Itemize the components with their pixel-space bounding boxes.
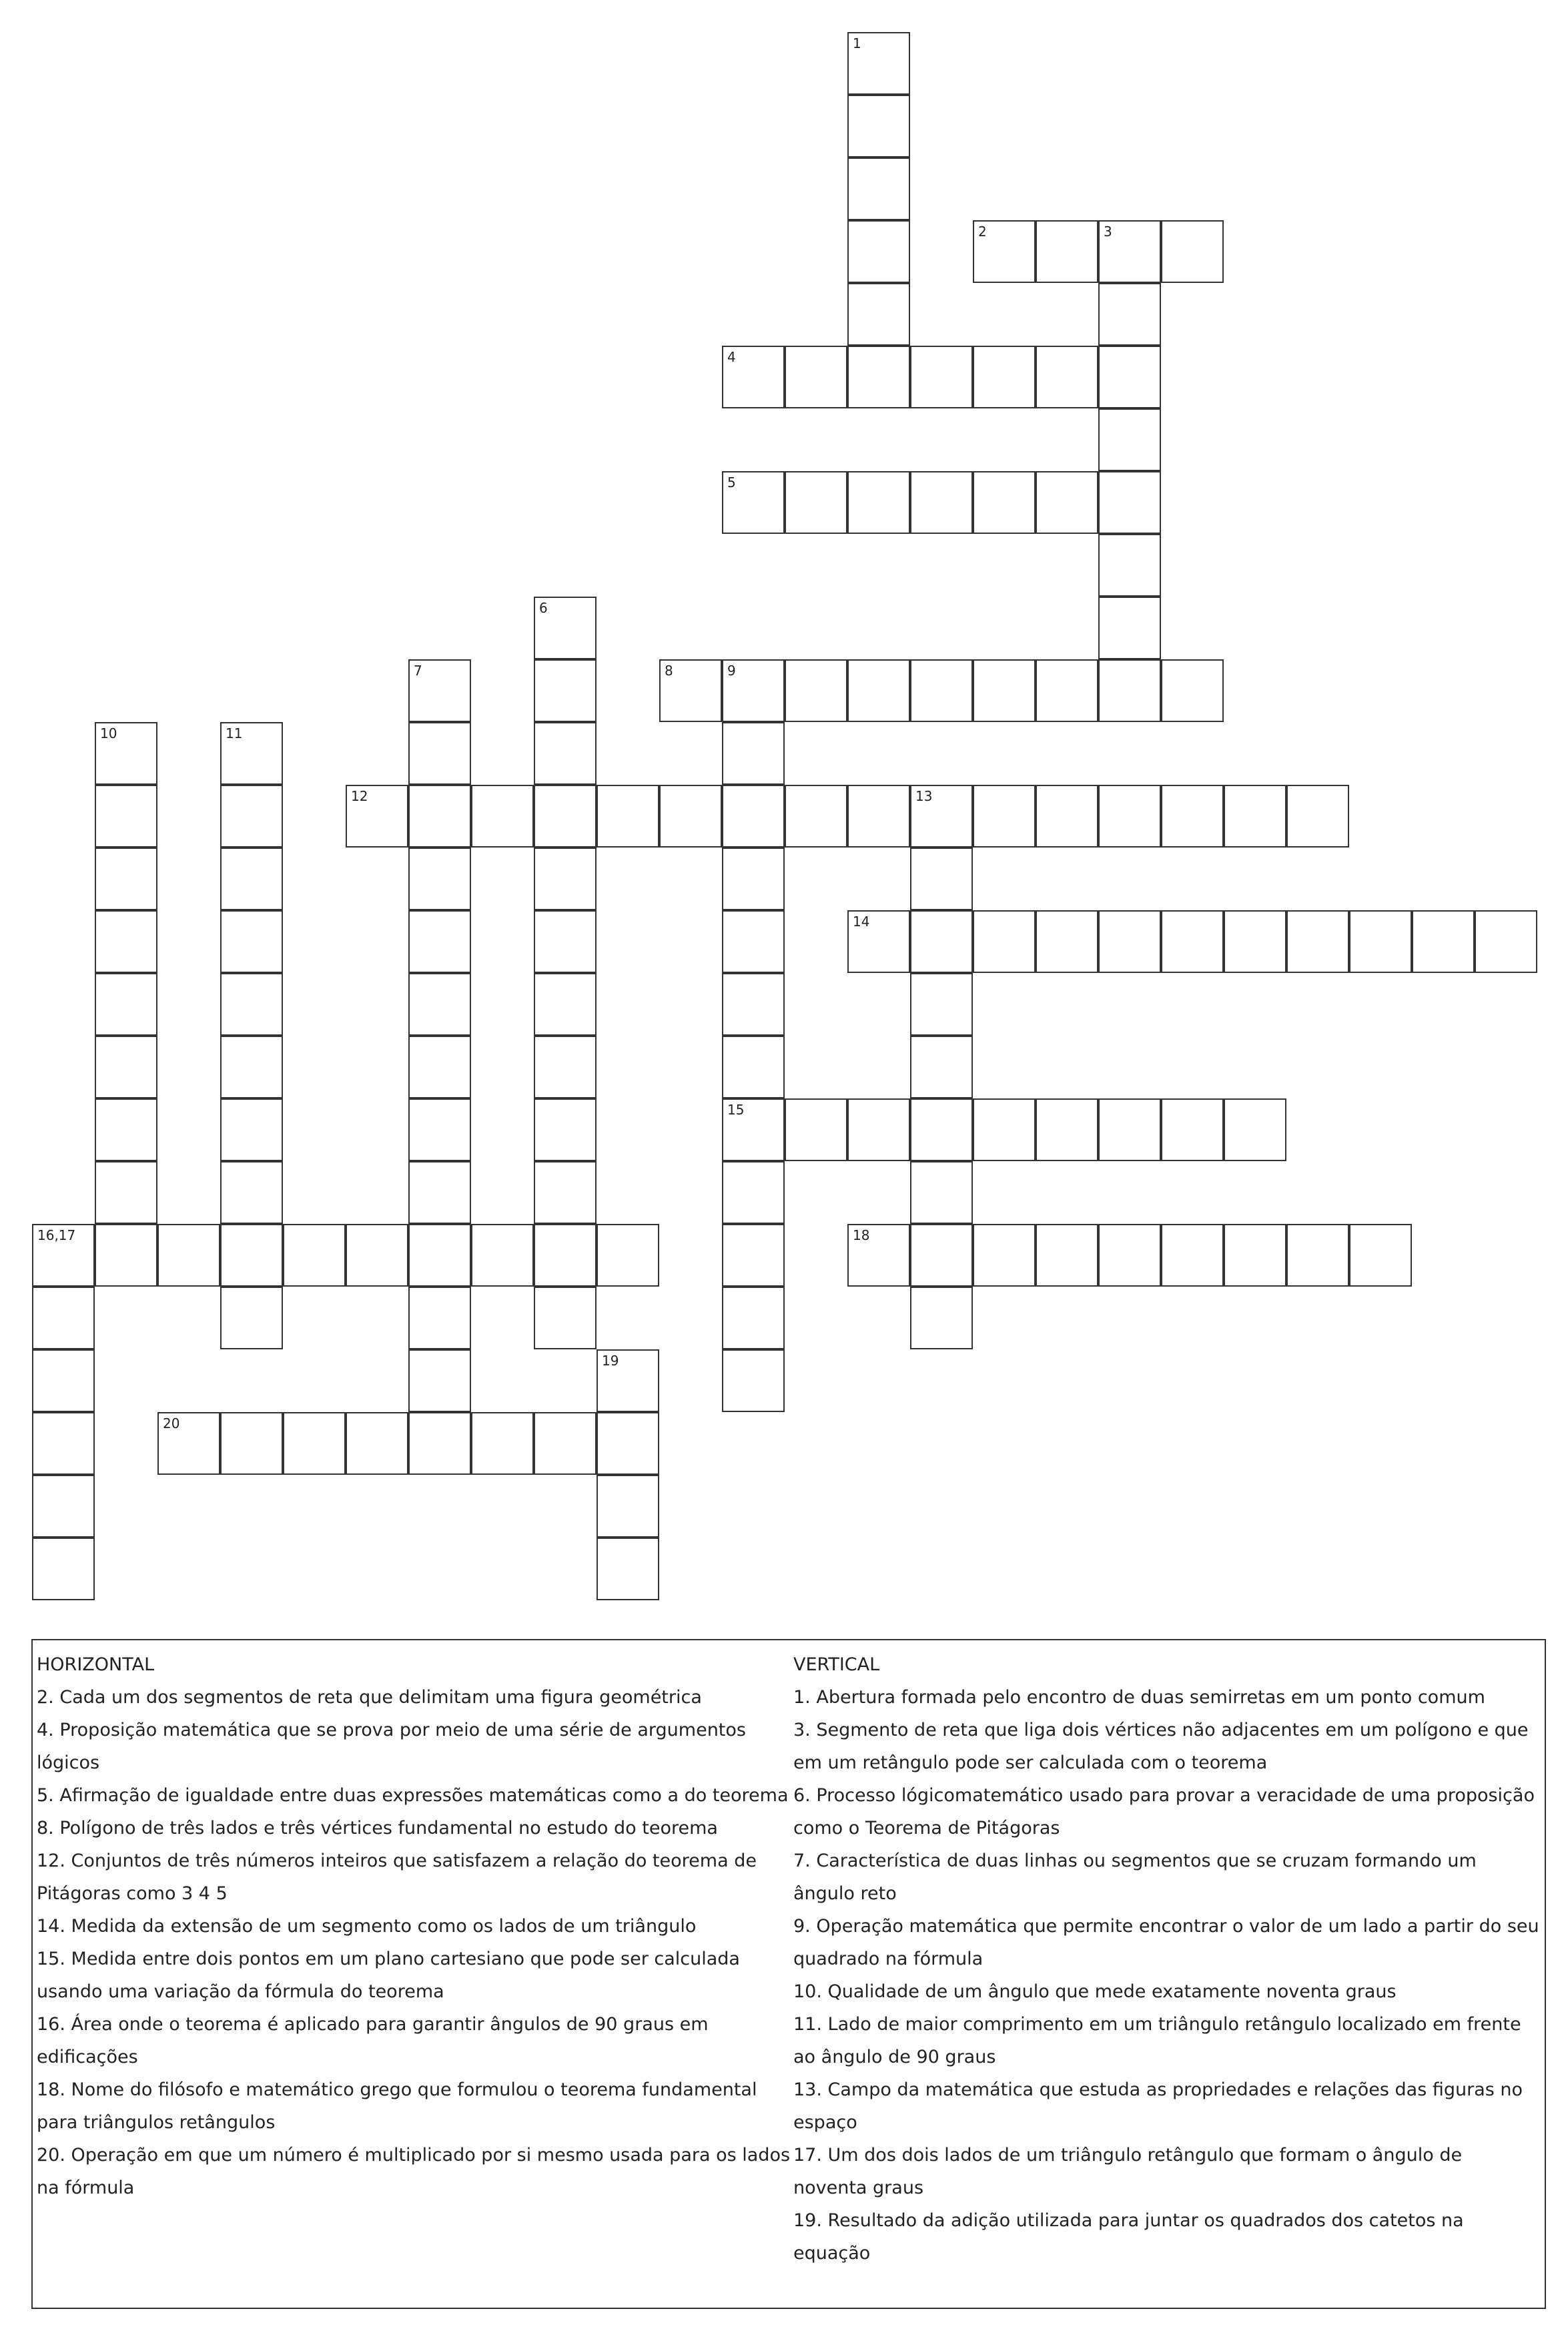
crossword-cell[interactable] bbox=[1098, 1098, 1161, 1161]
crossword-cell[interactable] bbox=[1098, 283, 1161, 346]
crossword-cell[interactable] bbox=[95, 973, 157, 1036]
crossword-cell[interactable] bbox=[597, 1538, 659, 1600]
clue-number-label: 7 bbox=[414, 663, 422, 679]
crossword-cell[interactable] bbox=[408, 1036, 471, 1098]
crossword-cell[interactable] bbox=[1224, 1098, 1286, 1161]
clue-number-label: 1 bbox=[853, 35, 861, 51]
crossword-cell[interactable] bbox=[597, 1224, 659, 1287]
clue-across-20: 20. Operação em que um número é multiplicado por si mesmo usada para os lados na fórmula bbox=[37, 2145, 791, 2198]
crossword-cell[interactable] bbox=[1161, 785, 1224, 848]
clues-panel bbox=[31, 1639, 1546, 2309]
crossword-cell-10[interactable] bbox=[95, 722, 157, 785]
crossword-cell[interactable] bbox=[408, 1349, 471, 1412]
crossword-cell[interactable] bbox=[220, 1224, 283, 1287]
crossword-cell[interactable] bbox=[1098, 534, 1161, 597]
crossword-cell[interactable] bbox=[534, 659, 597, 722]
clue-across-18: 18. Nome do filósofo e matemático grego que formulou o teorema fundamental para triângulos retângulos bbox=[37, 2079, 757, 2133]
crossword-cell[interactable] bbox=[220, 973, 283, 1036]
clue-down-9: 9. Operação matemática que permite encontrar o valor de um lado a partir do seu quadrado na fórmula bbox=[793, 1916, 1539, 1969]
crossword-cell[interactable] bbox=[95, 1098, 157, 1161]
crossword-cell[interactable] bbox=[346, 1412, 408, 1475]
crossword-cell[interactable] bbox=[973, 785, 1036, 848]
crossword-cell[interactable] bbox=[722, 1161, 785, 1224]
crossword-cell[interactable] bbox=[408, 722, 471, 785]
crossword-cell-19[interactable] bbox=[597, 1349, 659, 1412]
crossword-cell[interactable] bbox=[1036, 910, 1098, 973]
crossword-cell[interactable] bbox=[32, 1538, 95, 1600]
crossword-cell[interactable] bbox=[1098, 785, 1161, 848]
crossword-cell[interactable] bbox=[1161, 1098, 1224, 1161]
crossword-cell[interactable] bbox=[220, 785, 283, 848]
clue-number-label: 20 bbox=[163, 1415, 180, 1431]
horizontal-heading: HORIZONTAL bbox=[37, 1654, 155, 1675]
horizontal-clues bbox=[37, 1648, 797, 2204]
crossword-cell[interactable] bbox=[722, 722, 785, 785]
crossword-cell[interactable] bbox=[1161, 1224, 1224, 1287]
crossword-cell[interactable] bbox=[722, 785, 785, 848]
crossword-cell[interactable] bbox=[534, 1412, 597, 1475]
clue-number-label: 12 bbox=[351, 788, 368, 804]
crossword-cell[interactable] bbox=[95, 1036, 157, 1098]
clue-across-14: 14. Medida da extensão de um segmento como os lados de um triângulo bbox=[37, 1916, 697, 1937]
crossword-cell[interactable] bbox=[283, 1412, 346, 1475]
crossword-cell[interactable] bbox=[1098, 659, 1161, 722]
crossword-cell[interactable] bbox=[408, 1161, 471, 1224]
clue-across-15: 15. Medida entre dois pontos em um plano cartesiano que pode ser calculada usando uma variação da fórmula do teorema bbox=[37, 1949, 740, 2002]
clue-number-label: 4 bbox=[727, 349, 736, 365]
crossword-cell[interactable] bbox=[1224, 910, 1286, 973]
clue-down-17: 17. Um dos dois lados de um triângulo retângulo que formam o ângulo de noventa graus bbox=[793, 2145, 1463, 2198]
clue-down-11: 11. Lado de maior comprimento em um triângulo retângulo localizado em frente ao ângulo de 90 graus bbox=[793, 2014, 1521, 2067]
clue-across-4: 4. Proposição matemática que se prova por meio de uma série de argumentos lógicos bbox=[37, 1720, 746, 1773]
crossword-cell[interactable] bbox=[32, 1349, 95, 1412]
crossword-cell-1[interactable] bbox=[847, 32, 910, 95]
crossword-cell[interactable] bbox=[1098, 597, 1161, 659]
crossword-cell[interactable] bbox=[408, 1412, 471, 1475]
crossword-cell[interactable] bbox=[1098, 408, 1161, 471]
crossword-cell[interactable] bbox=[1036, 659, 1098, 722]
crossword-cell[interactable] bbox=[722, 1036, 785, 1098]
crossword-cell[interactable] bbox=[408, 1224, 471, 1287]
clue-number-label: 13 bbox=[915, 788, 933, 804]
crossword-cell[interactable] bbox=[1098, 910, 1161, 973]
crossword-cell[interactable] bbox=[1349, 1224, 1412, 1287]
crossword-cell-12[interactable] bbox=[346, 785, 408, 848]
crossword-cell-9[interactable] bbox=[722, 659, 785, 722]
crossword-cell[interactable] bbox=[534, 1098, 597, 1161]
clue-across-8: 8. Polígono de três lados e três vértices fundamental no estudo do teorema bbox=[37, 1818, 718, 1839]
clue-number-label: 16,17 bbox=[37, 1227, 76, 1243]
crossword-cell-20[interactable] bbox=[157, 1412, 220, 1475]
clue-down-10: 10. Qualidade de um ângulo que mede exatamente noventa graus bbox=[793, 1981, 1397, 2002]
crossword-cell[interactable] bbox=[346, 1224, 408, 1287]
crossword-cell[interactable] bbox=[534, 1287, 597, 1349]
crossword-cell[interactable] bbox=[220, 1036, 283, 1098]
crossword-cell-18[interactable] bbox=[847, 1224, 910, 1287]
crossword-cell[interactable] bbox=[220, 848, 283, 910]
crossword-cell[interactable] bbox=[847, 346, 910, 408]
crossword-cell[interactable] bbox=[157, 1224, 220, 1287]
crossword-cell[interactable] bbox=[722, 973, 785, 1036]
clue-down-3: 3. Segmento de reta que liga dois vértices não adjacentes em um polígono e que em um retângulo pode ser calculada com o teorema bbox=[793, 1720, 1529, 1773]
crossword-cell[interactable] bbox=[220, 1098, 283, 1161]
crossword-cell[interactable] bbox=[1224, 1224, 1286, 1287]
crossword-cell[interactable] bbox=[910, 1161, 973, 1224]
clue-down-19: 19. Resultado da adição utilizada para juntar os quadrados dos catetos na equação bbox=[793, 2210, 1464, 2264]
clue-number-label: 14 bbox=[853, 914, 870, 930]
crossword-cell[interactable] bbox=[1349, 910, 1412, 973]
crossword-cell[interactable] bbox=[847, 471, 910, 534]
crossword-cell[interactable] bbox=[95, 785, 157, 848]
crossword-cell[interactable] bbox=[910, 848, 973, 910]
clue-number-label: 19 bbox=[602, 1353, 619, 1369]
crossword-cell-13[interactable] bbox=[910, 785, 973, 848]
crossword-cell[interactable] bbox=[722, 848, 785, 910]
crossword-cell[interactable] bbox=[910, 659, 973, 722]
crossword-cell[interactable] bbox=[910, 1098, 973, 1161]
clue-across-2: 2. Cada um dos segmentos de reta que delimitam uma figura geométrica bbox=[37, 1687, 702, 1708]
crossword-cell[interactable] bbox=[722, 910, 785, 973]
crossword-cell[interactable] bbox=[32, 1412, 95, 1475]
crossword-cell[interactable] bbox=[847, 1098, 910, 1161]
crossword-cell[interactable] bbox=[408, 785, 471, 848]
crossword-cell[interactable] bbox=[722, 1224, 785, 1287]
crossword-cell[interactable] bbox=[1161, 220, 1224, 283]
crossword-cell[interactable] bbox=[283, 1224, 346, 1287]
crossword-cell[interactable] bbox=[220, 910, 283, 973]
crossword-cell[interactable] bbox=[973, 1224, 1036, 1287]
crossword-cell[interactable] bbox=[847, 785, 910, 848]
crossword-cell[interactable] bbox=[910, 471, 973, 534]
crossword-cell-3[interactable] bbox=[1098, 220, 1161, 283]
crossword-cell[interactable] bbox=[910, 1224, 973, 1287]
crossword-cell-6[interactable] bbox=[534, 597, 597, 659]
crossword-cell[interactable] bbox=[910, 346, 973, 408]
crossword-cell[interactable] bbox=[973, 1098, 1036, 1161]
crossword-cell[interactable] bbox=[534, 1224, 597, 1287]
crossword-cell[interactable] bbox=[534, 848, 597, 910]
crossword-cell[interactable] bbox=[534, 1036, 597, 1098]
crossword-cell[interactable] bbox=[1286, 785, 1349, 848]
crossword-cell[interactable] bbox=[408, 1287, 471, 1349]
clue-number-label: 6 bbox=[539, 600, 548, 616]
crossword-cell[interactable] bbox=[220, 1161, 283, 1224]
crossword-cell[interactable] bbox=[1036, 1098, 1098, 1161]
crossword-cell[interactable] bbox=[847, 659, 910, 722]
clue-number-label: 8 bbox=[665, 663, 673, 679]
crossword-cell[interactable] bbox=[408, 973, 471, 1036]
crossword-cell[interactable] bbox=[1098, 346, 1161, 408]
crossword-cell[interactable] bbox=[95, 910, 157, 973]
crossword-cell[interactable] bbox=[1286, 910, 1349, 973]
crossword-cell[interactable] bbox=[910, 973, 973, 1036]
crossword-cell[interactable] bbox=[910, 1036, 973, 1098]
clue-down-7: 7. Característica de duas linhas ou segmentos que se cruzam formando um ângulo reto bbox=[793, 1851, 1477, 1904]
crossword-cell-5[interactable] bbox=[722, 471, 785, 534]
crossword-cell[interactable] bbox=[1412, 910, 1475, 973]
clue-across-12: 12. Conjuntos de três números inteiros que satisfazem a relação do teorema de Pitágoras como 3 4 5 bbox=[37, 1851, 757, 1904]
crossword-cell[interactable] bbox=[1036, 220, 1098, 283]
clue-number-label: 9 bbox=[727, 663, 736, 679]
crossword-cell[interactable] bbox=[1224, 785, 1286, 848]
crossword-cell[interactable] bbox=[785, 785, 847, 848]
crossword-cell[interactable] bbox=[722, 1349, 785, 1412]
clue-number-label: 5 bbox=[727, 474, 736, 490]
crossword-cell[interactable] bbox=[910, 1287, 973, 1349]
crossword-cell-4[interactable] bbox=[722, 346, 785, 408]
clue-down-1: 1. Abertura formada pelo encontro de duas semirretas em um ponto comum bbox=[793, 1687, 1485, 1708]
crossword-cell[interactable] bbox=[1161, 659, 1224, 722]
clue-down-13: 13. Campo da matemática que estuda as propriedades e relações das figuras no espaço bbox=[793, 2079, 1523, 2133]
clue-number-label: 11 bbox=[226, 725, 243, 741]
crossword-cell-16-17[interactable] bbox=[32, 1224, 95, 1287]
crossword-cell[interactable] bbox=[471, 1412, 534, 1475]
clue-number-label: 10 bbox=[100, 725, 117, 741]
crossword-cell[interactable] bbox=[32, 1475, 95, 1538]
crossword-cell[interactable] bbox=[408, 848, 471, 910]
crossword-cell[interactable] bbox=[847, 95, 910, 157]
crossword-cell[interactable] bbox=[973, 471, 1036, 534]
crossword-cell[interactable] bbox=[597, 1475, 659, 1538]
crossword-cell[interactable] bbox=[847, 157, 910, 220]
clue-down-6: 6. Processo lógicomatemático usado para provar a veracidade de uma proposição como o Teorema de Pitágoras bbox=[793, 1785, 1535, 1839]
crossword-cell-14[interactable] bbox=[847, 910, 910, 973]
crossword-cell[interactable] bbox=[1161, 910, 1224, 973]
clue-number-label: 3 bbox=[1104, 224, 1112, 240]
clue-number-label: 2 bbox=[978, 224, 987, 240]
crossword-cell[interactable] bbox=[597, 1412, 659, 1475]
crossword-cell[interactable] bbox=[722, 1287, 785, 1349]
crossword-cell[interactable] bbox=[785, 1098, 847, 1161]
crossword-cell[interactable] bbox=[1036, 346, 1098, 408]
crossword-cell[interactable] bbox=[408, 910, 471, 973]
clue-across-16: 16. Área onde o teorema é aplicado para garantir ângulos de 90 graus em edificações bbox=[37, 2014, 709, 2067]
vertical-heading: VERTICAL bbox=[793, 1654, 880, 1675]
crossword-cell[interactable] bbox=[1036, 785, 1098, 848]
crossword-cell[interactable] bbox=[534, 1161, 597, 1224]
crossword-cell[interactable] bbox=[534, 910, 597, 973]
clue-number-label: 18 bbox=[853, 1227, 870, 1243]
crossword-cell[interactable] bbox=[471, 785, 534, 848]
crossword-cell-8[interactable] bbox=[659, 659, 722, 722]
crossword-cell[interactable] bbox=[1475, 910, 1537, 973]
crossword-cell-7[interactable] bbox=[408, 659, 471, 722]
crossword-cell[interactable] bbox=[785, 659, 847, 722]
crossword-cell[interactable] bbox=[847, 220, 910, 283]
crossword-cell[interactable] bbox=[534, 785, 597, 848]
crossword-cell[interactable] bbox=[1098, 471, 1161, 534]
clue-across-5: 5. Afirmação de igualdade entre duas expressões matemáticas como a do teorema bbox=[37, 1785, 789, 1806]
crossword-cell[interactable] bbox=[597, 785, 659, 848]
crossword-cell[interactable] bbox=[1036, 471, 1098, 534]
crossword-cell[interactable] bbox=[32, 1287, 95, 1349]
crossword-cell[interactable] bbox=[785, 346, 847, 408]
crossword-cell[interactable] bbox=[847, 283, 910, 346]
crossword-cell[interactable] bbox=[408, 1098, 471, 1161]
crossword-cell[interactable] bbox=[1036, 1224, 1098, 1287]
crossword-cell[interactable] bbox=[785, 471, 847, 534]
crossword-cell-2[interactable] bbox=[973, 220, 1036, 283]
crossword-cell[interactable] bbox=[534, 973, 597, 1036]
crossword-cell[interactable] bbox=[95, 1161, 157, 1224]
crossword-cell[interactable] bbox=[95, 1224, 157, 1287]
crossword-cell[interactable] bbox=[220, 1287, 283, 1349]
crossword-cell-11[interactable] bbox=[220, 722, 283, 785]
crossword-cell[interactable] bbox=[910, 910, 973, 973]
crossword-cell[interactable] bbox=[534, 722, 597, 785]
crossword-cell[interactable] bbox=[973, 346, 1036, 408]
crossword-cell[interactable] bbox=[659, 785, 722, 848]
crossword-cell[interactable] bbox=[95, 848, 157, 910]
crossword-cell-15[interactable] bbox=[722, 1098, 785, 1161]
crossword-cell[interactable] bbox=[1286, 1224, 1349, 1287]
vertical-clues bbox=[793, 1648, 1541, 2270]
crossword-cell[interactable] bbox=[1098, 1224, 1161, 1287]
crossword-cell[interactable] bbox=[973, 659, 1036, 722]
clue-number-label: 15 bbox=[727, 1102, 745, 1118]
crossword-cell[interactable] bbox=[471, 1224, 534, 1287]
crossword-cell[interactable] bbox=[220, 1412, 283, 1475]
crossword-cell[interactable] bbox=[973, 910, 1036, 973]
